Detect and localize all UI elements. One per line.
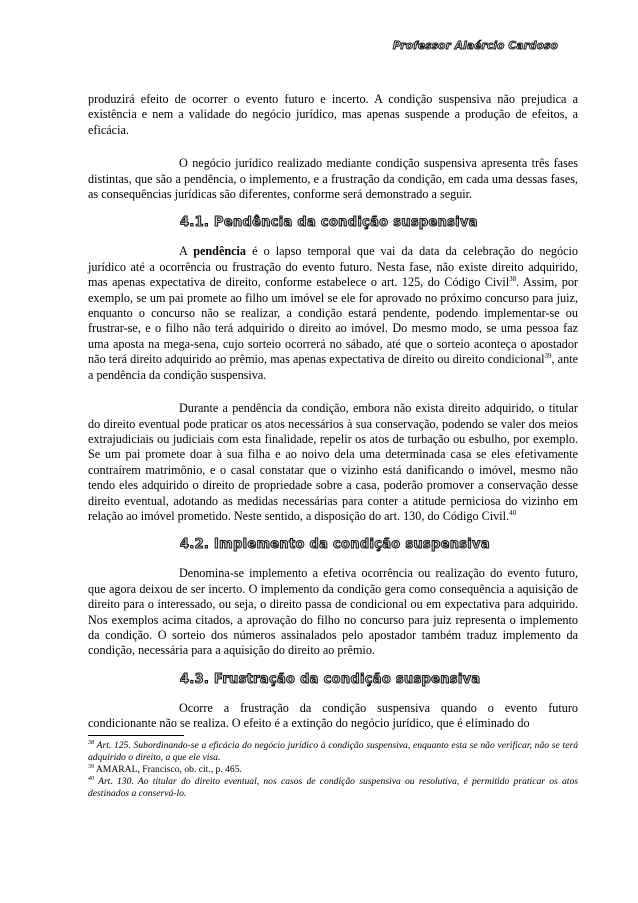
footnote-divider — [88, 735, 184, 736]
paragraph — [88, 401, 578, 524]
paragraph: O negócio jurídico realizado mediante condição suspensiva apresenta três fases distintas, que são a pendência, o implemento, e a frustração da condição, em cada uma dessas fases, as consequências jurídicas são diferentes, conforme será demonstrado a seguir. — [88, 156, 578, 202]
paragraph: produzirá efeito de ocorrer o evento futuro e incerto. A condição suspensiva não prejudica a existência e nem a validade do negócio jurídico, mas apenas suspende a produção de efeitos, a eficácia. — [88, 92, 578, 137]
text-run: , ante a pendência da condição suspensiva. — [88, 352, 578, 382]
footnote-ref: 38 — [509, 275, 517, 284]
footnote-text: AMARAL, Francisco, ob. cit., p. 465. — [95, 764, 242, 775]
footnote — [88, 776, 578, 800]
text-run: é o lapso temporal que vai da data da celebração do negócio jurídico até a ocorrência ou frustração do evento futuro. Nesta fase, não existe direito adquirido, mas apenas expectativa de direito, conforme estabelece o art. 125, do Código Civil — [88, 244, 578, 290]
footnote — [88, 740, 578, 764]
paragraph: Denomina-se implemento a efetiva ocorrência ou realização do evento futuro, que agora deixou de ser incerto. O implemento da condição gera como consequência a aquisição de direito para o interessado, ou seja, o direito passa de condicional ou em expectativa para adquirido. Nos exemplos acima citados, a aprovação do filho no concurso para juiz representa o implemento da condição. O sorteio dos números assinalados pelo apostador também traduz implemento da condição, necessária para a aquisição do direito ao prêmio. — [88, 566, 578, 658]
page-header-author: Professor Alaércio Cardoso — [392, 40, 558, 52]
text-run: Durante a pendência da condição, embora não exista direito adquirido, o titular do direito eventual pode praticar os atos necessários à sua conservação, podendo se valer dos meios extrajudiciais ou judiciais com esta finalidade, repelir os atos de turbação ou esbulho, por exemplo. Se um pai promete doar à sua filha e ao noivo dela uma determinada casa se eles efetivamente contraírem matrimônio, e o casal constatar que o vizinho está danificando o imóvel, mesmo não tendo eles adquirido o direito de propriedade sobre a casa, poderão promover a conservação desse direito eventual, adotando as medidas necessárias para conter a atitude perniciosa do vizinho em relação ao imóvel prometido. Neste sentido, a disposição do art. 130, do Código Civil. — [88, 401, 578, 523]
footnote-number: 40 — [88, 776, 94, 783]
bold-term: pendência — [193, 244, 247, 259]
section-heading-4-2: 4.2. Implemento da condição suspensiva — [180, 537, 490, 553]
section-heading-4-1: 4.1. Pendência da condição suspensiva — [180, 215, 478, 231]
text-run: . Assim, por exemplo, se um pai promete ao filho um imóvel se ele for aprovado no próximo concurso para juiz, enquanto o concurso não se realizar, a condição estará pendente, podendo implementar-se ou frustrar-se, e o filho não terá adquirido o direito ao imóvel. Do mesmo modo, se uma pessoa faz uma aposta na mega-sena, cujo sorteio ocorrerá no sábado, até que o sorteio aconteça o apostador não terá direito adquirido ao prêmio, mas apenas expectativa de direito ou direito condicional — [88, 275, 578, 367]
paragraph: Ocorre a frustração da condição suspensiva quando o evento futuro condicionante não se realiza. O efeito é a extinção do negócio jurídico, que é eliminado do — [88, 700, 578, 731]
footnote — [88, 764, 578, 776]
paragraph — [88, 244, 578, 383]
document-body — [88, 92, 578, 801]
footnote-ref: 39 — [544, 352, 552, 361]
text-run: A — [179, 244, 194, 259]
footnote-number: 38 — [88, 739, 94, 746]
footnote-text: Art. 130. Ao titular do direito eventual, nos casos de condição suspensiva ou resolutiva, é permitido praticar os atos destinados a conservá-lo. — [88, 776, 578, 800]
footnote-text: Art. 125. Subordinando-se a eficácia do negócio jurídico à condição suspensiva, enquanto esta se não verificar, não se terá adquirido o direito, a que ele visa. — [88, 739, 579, 763]
footnote-ref: 40 — [509, 508, 517, 517]
footnote-number: 39 — [88, 763, 94, 770]
section-heading-4-3: 4.3. Frustração da condição suspensiva — [180, 671, 481, 687]
